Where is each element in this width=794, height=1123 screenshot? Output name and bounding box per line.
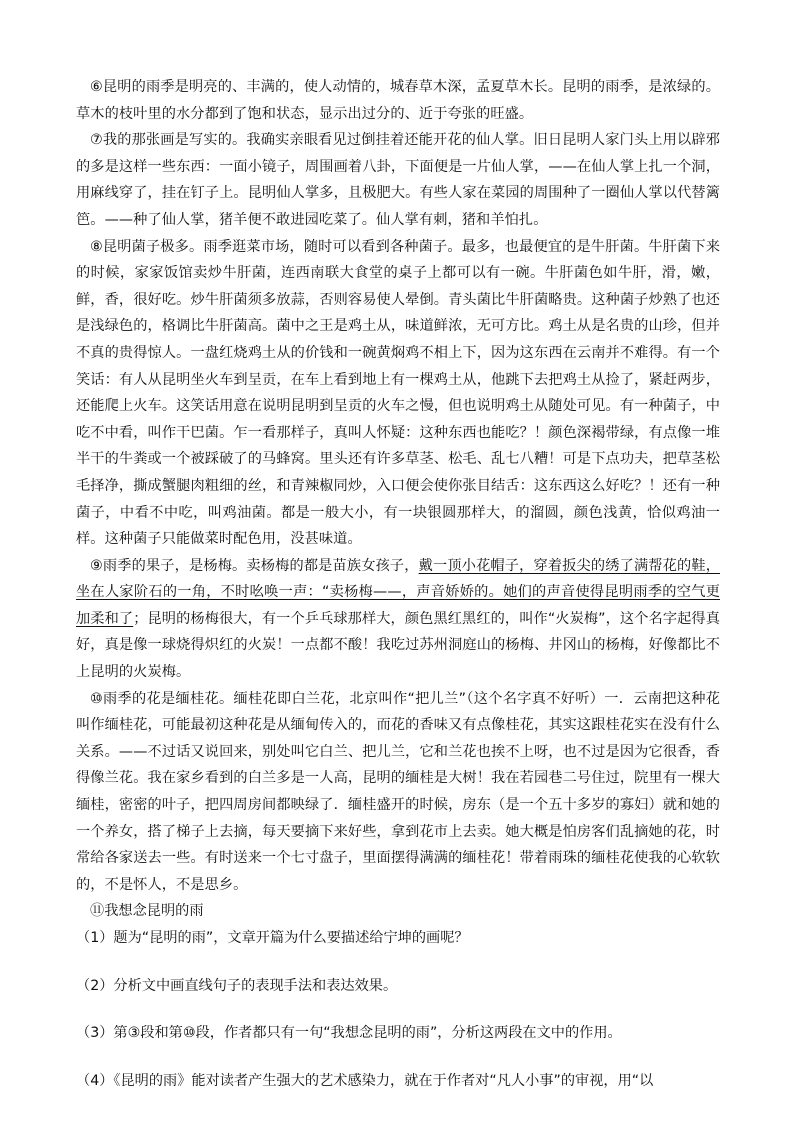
paragraph-10: ⑩雨季的花是缅桂花。缅桂花即白兰花，北京叫作“把儿兰”（这个名字真不好听）一．云南把这种花叫作缅桂花，可能最初这种花是从缅甸传入的，而花的香味又有点像桂花，其实这跟桂花实在没有什么关系。——不过话又说回来，别处叫它白兰、把儿兰，它和兰花也挨不上呀，也不过是因为它很香，香得像兰花。我在家乡看到的白兰多是一人高，昆明的缅桂是大树！我在若园巷二号住过，院里有一棵大缅桂，密密的叶子，把四周房间都映绿了．缅桂盛开的时候，房东（是一个五十多岁的寡妇）就和她的一个养女，搭了梯子上去摘，每天要摘下来好些，拿到花市上去卖。她大概是怕房客们乱摘她的花，时常给各家送去一些。有时送来一个七寸盘子，里面摆得满满的缅桂花！带着雨珠的缅桂花使我的心软软的，不是怀人，不是思乡。: [76, 690, 720, 893]
passage: [76, 74, 720, 898]
paragraph-9-before: ⑨雨季的果子，是杨梅。卖杨梅的都是苗族女孩子，: [90, 557, 419, 574]
paragraph-8: ⑧昆明菌子极多。雨季逛菜市场，随时可以看到各种菌子。最多，也最便宜的是牛肝菌。牛肝菌下来的时候，家家饭馆卖炒牛肝菌，连西南联大食堂的桌子上都可以有一碗。牛肝菌色如牛肝，滑，嫩，鲜，香，很好吃。炒牛肝菌须多放蒜，否则容易使人晕倒。青头菌比牛肝菌略贵。这种菌子炒熟了也还是浅绿色的，格调比牛肝菌高。菌中之王是鸡土从，味道鲜浓，无可方比。鸡土从是名贵的山珍，但并不真的贵得惊人。一盘红烧鸡土从的价钱和一碗黄焖鸡不相上下，因为这东西在云南并不难得。有一个笑话：有人从昆明坐火车到呈贡，在车上看到地上有一棵鸡土从，他跳下去把鸡土从捡了，紧赶两步，还能爬上火车。这笑话用意在说明昆明到呈贡的火车之慢，但也说明鸡土从随处可见。有一种菌子，中吃不中看，叫作干巴菌。乍一看那样子，真叫人怀疑：这种东西也能吃？！颜色深褐带绿，有点像一堆半干的牛粪或一个被踩破了的马蜂窝。里头还有许多草茎、松毛、乱七八糟！可是下点功夫，把草茎松毛择净，撕成蟹腿肉粗细的丝，和青辣椒同炒，入口便会使你张目结舌：这东西这么好吃？！还有一种菌子，中看不中吃，叫鸡油菌。都是一般大小，有一块银圆那样大，的溜圆，颜色浅黄，恰似鸡油一样。这种菌子只能做菜时配色用，没甚味道。: [76, 238, 720, 548]
underlined-sentence: 戴一顶小花帽子，穿着扳尖的绣了满帮花的鞋，坐在人家阶石的一角，不时吆唤一声：“卖杨梅——，声音娇娇的。她们的声音使得昆明雨季的空气更加柔和了: [76, 557, 720, 627]
question-2: （2）分析文中画直线句子的表现手法和表达效果。: [76, 977, 398, 994]
paragraph-6: ⑥昆明的雨季是明亮的、丰满的，使人动情的，城春草木深，孟夏草木长。昆明的雨季，是浓绿的。草木的枝叶里的水分都到了饱和状态，显示出过分的、近于夸张的旺盛。: [76, 79, 720, 122]
question-4: （4）《昆明的雨》能对读者产生强大的艺术感染力，就在于作者对“凡人小事”的审视，用“以: [76, 1072, 654, 1089]
paragraph-9: [76, 553, 720, 686]
paragraph-7: ⑦我的那张画是写实的。我确实亲眼看见过倒挂着还能开花的仙人掌。旧日昆明人家门头上用以辟邪的多是这样一些东西：一面小镜子，周围画着八卦，下面便是一片仙人掌，——在仙人掌上扎一个洞，用麻线穿了，挂在钉子上。昆明仙人掌多，且极肥大。有些人家在菜园的周围种了一圈仙人掌以代替篱笆。——种了仙人掌，猪羊便不敢进园吃菜了。仙人掌有刺，猪和羊怕扎。: [76, 132, 720, 228]
question-1: （1）题为“昆明的雨”，文章开篇为什么要描述给宁坤的画呢？: [76, 930, 469, 946]
paragraph-11: ⑪我想念昆明的雨: [90, 903, 204, 920]
paragraph-9-after: ；昆明的杨梅很大，有一个乒乓球那样大，颜色黑红黑红的，叫作“火炭梅”，这个名字起得真好，真是像一球烧得炽红的火炭！一点都不酸！我吃过苏州洞庭山的杨梅、井冈山的杨梅，好像都比不上昆明的火炭梅。: [76, 610, 721, 681]
document-page: [76, 74, 720, 1094]
question-3: （3）第③段和第⑩段，作者都只有一句“我想念昆明的雨”，分析这两段在文中的作用。: [76, 1025, 622, 1042]
